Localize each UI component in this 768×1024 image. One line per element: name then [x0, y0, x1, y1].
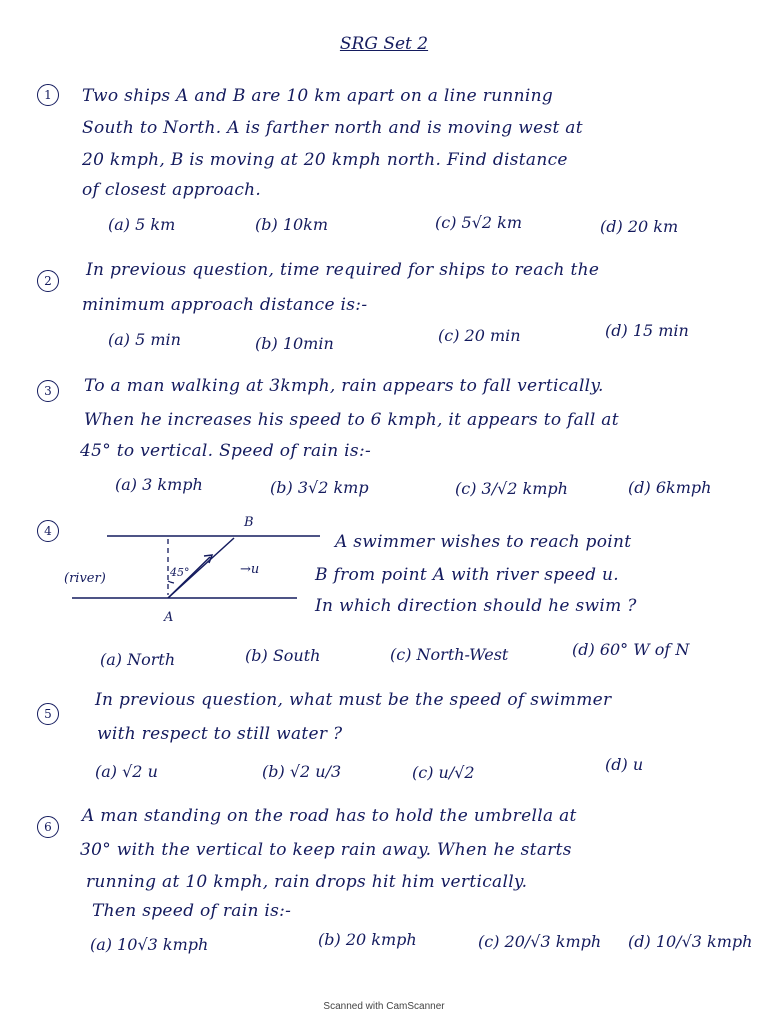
question-2-option-b: (b) 10min [255, 334, 334, 353]
question-2-number: 2 [37, 270, 59, 292]
point-b-label: B [244, 515, 254, 530]
question-1-option-b: (b) 10km [255, 215, 329, 234]
question-5-option-b: (b) √2 u/3 [262, 762, 342, 781]
question-5-line-2: with respect to still water ? [97, 724, 343, 744]
question-4-line-3: In which direction should he swim ? [315, 596, 637, 616]
worksheet-title: SRG Set 2 [339, 34, 429, 54]
river-diagram [62, 515, 322, 629]
question-6-option-c: (c) 20/√3 kmph [478, 932, 602, 951]
question-6-option-a: (a) 10√3 kmph [90, 935, 209, 954]
question-3-number: 3 [37, 380, 59, 402]
question-5-option-c: (c) u/√2 [412, 763, 475, 782]
question-1-line-4: of closest approach. [82, 180, 262, 200]
river-label: (river) [64, 571, 106, 586]
question-4-option-c: (c) North-West [390, 645, 509, 664]
angle-label: 45° [170, 566, 190, 579]
question-1-option-c: (c) 5√2 km [435, 213, 523, 232]
river-diagram-svg [62, 515, 322, 625]
question-1-number: 1 [37, 84, 59, 106]
point-a-label: A [164, 610, 174, 625]
question-4-option-a: (a) North [100, 650, 176, 669]
angle-arc [168, 581, 174, 583]
question-2-option-d: (d) 15 min [605, 321, 689, 340]
river-speed-label: →u [240, 562, 260, 577]
question-4-line-2: B from point A with river speed u. [315, 565, 619, 585]
scanner-watermark: Scanned with CamScanner [323, 1001, 445, 1012]
question-1-line-3: 20 kmph, B is moving at 20 kmph north. Find distance [82, 150, 568, 170]
question-6-line-4: Then speed of rain is:- [92, 901, 292, 921]
question-4-option-b: (b) South [245, 646, 321, 665]
question-5-line-1: In previous question, what must be the speed of swimmer [95, 690, 612, 710]
question-6-option-d: (d) 10/√3 kmph [628, 932, 753, 951]
question-4-number: 4 [37, 520, 59, 542]
question-6-line-2: 30° with the vertical to keep rain away. When he starts [80, 840, 572, 860]
question-2-option-c: (c) 20 min [438, 326, 521, 345]
question-5-number: 5 [37, 703, 59, 725]
question-2-line-1: In previous question, time required for ships to reach the [86, 260, 600, 280]
question-6-option-b: (b) 20 kmph [318, 930, 417, 949]
question-3-line-2: When he increases his speed to 6 kmph, it appears to fall at [84, 410, 619, 430]
question-5-option-d: (d) u [605, 755, 644, 774]
question-1-option-a: (a) 5 km [108, 215, 176, 234]
question-3-option-d: (d) 6kmph [628, 478, 712, 497]
question-1-line-1: Two ships A and B are 10 km apart on a line running [82, 86, 554, 106]
question-2-line-2: minimum approach distance is:- [82, 295, 368, 315]
question-3-option-c: (c) 3/√2 kmph [455, 479, 568, 498]
question-1-line-2: South to North. A is farther north and is moving west at [82, 118, 583, 138]
question-3-option-b: (b) 3√2 kmp [270, 478, 369, 497]
question-4-option-d: (d) 60° W of N [572, 640, 690, 659]
question-1-option-d: (d) 20 km [600, 217, 679, 236]
question-6-line-1: A man standing on the road has to hold the umbrella at [82, 806, 577, 826]
question-3-line-3: 45° to vertical. Speed of rain is:- [80, 441, 372, 461]
question-3-option-a: (a) 3 kmph [115, 475, 203, 494]
question-2-option-a: (a) 5 min [108, 330, 181, 349]
question-5-option-a: (a) √2 u [95, 762, 158, 781]
question-6-number: 6 [37, 816, 59, 838]
question-3-line-1: To a man walking at 3kmph, rain appears to fall vertically. [84, 376, 604, 396]
question-6-line-3: running at 10 kmph, rain drops hit him vertically. [86, 872, 528, 892]
question-4-line-1: A swimmer wishes to reach point [335, 532, 632, 552]
